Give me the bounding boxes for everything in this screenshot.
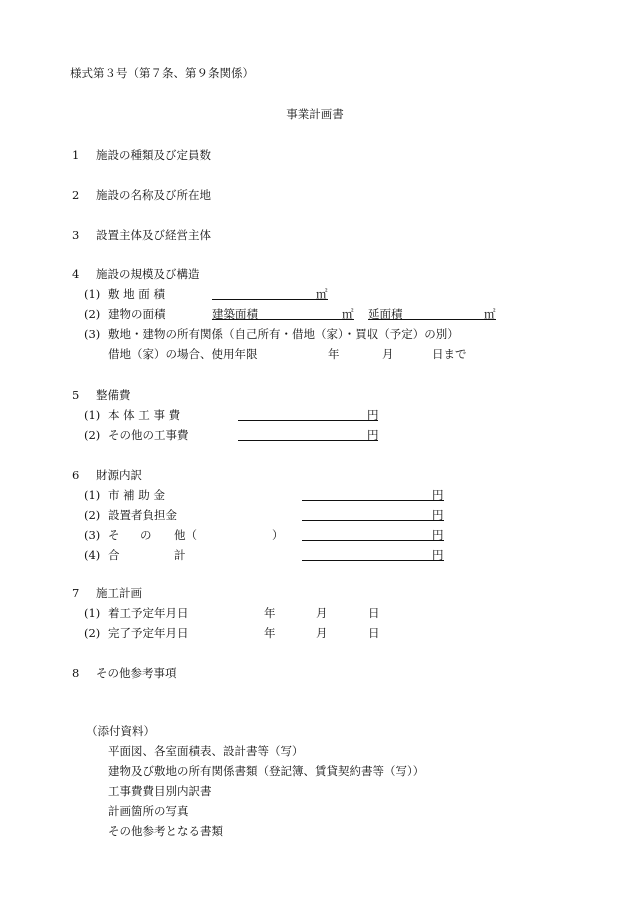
lease-term-label: 借地（家）の場合、使用年限 [108,347,258,361]
construction-area-label: 建築面積 [212,307,258,321]
section-number: 8 [72,666,80,680]
item-label: (1) [84,408,101,422]
item-label: (4) [84,548,101,562]
section-number: 4 [72,267,80,281]
start-date-label: 着工予定年月日 [108,606,189,620]
form-reference: 様式第３号（第７条、第９条関係） [70,66,254,80]
item-label: (1) [84,606,101,620]
attachment-item: 平面図、各室面積表、設計書等（写） [108,744,304,758]
other-construction-cost-label: その他の工事費 [108,428,189,442]
construction-area-field[interactable] [212,319,354,320]
city-subsidy-unit: 円 [432,488,444,502]
total-floor-area-label: 延面積 [368,307,403,321]
lease-until-label: 日まで [432,347,467,361]
attachment-item: その他参考となる書類 [108,824,223,838]
completion-month-unit: 月 [316,626,328,640]
total-label-char: 計 [174,548,186,562]
section-title: 施設の規模及び構造 [96,267,200,281]
section-title: 施設の名称及び所在地 [96,188,211,202]
city-subsidy-field[interactable] [302,500,444,501]
main-construction-cost-unit: 円 [367,408,379,422]
site-area-unit: ㎡ [316,287,328,301]
item-label: (3) [84,327,101,341]
section-number: 5 [72,388,80,402]
attachment-item: 建物及び敷地の所有関係書類（登記簿、賃貸契約書等（写）） [108,764,425,778]
section-title: 整備費 [96,388,131,402]
building-area-label: 建物の面積 [108,307,166,321]
section-number: 2 [72,188,80,202]
other-amount-unit: 円 [432,528,444,542]
city-subsidy-label: 市 補 助 金 [108,488,165,502]
section-number: 3 [72,228,80,242]
construction-area-unit: ㎡ [342,307,354,321]
section-title: その他参考事項 [96,666,177,680]
other-construction-cost-field[interactable] [238,440,378,441]
other-source-field[interactable] [200,540,272,541]
total-amount-field[interactable] [302,560,444,561]
other-amount-field[interactable] [302,540,444,541]
item-label: (2) [84,626,101,640]
other-label-char: そ [108,528,120,542]
operator-burden-field[interactable] [302,520,444,521]
section-number: 1 [72,148,80,162]
section-title: 設置主体及び経営主体 [96,228,211,242]
start-month-unit: 月 [316,606,328,620]
section-title: 施設の種類及び定員数 [96,148,211,162]
section-number: 6 [72,468,80,482]
lease-year-unit: 年 [328,347,340,361]
completion-date-label: 完了予定年月日 [108,626,189,640]
item-label: (2) [84,428,101,442]
item-label: (3) [84,528,101,542]
total-floor-area-field[interactable] [368,319,496,320]
start-day-unit: 日 [368,606,380,620]
item-label: (1) [84,488,101,502]
site-area-label: 敷 地 面 積 [108,287,165,301]
attachments-heading: （添付資料） [86,724,155,738]
operator-burden-label: 設置者負担金 [108,508,177,522]
other-label-char: の [140,528,152,542]
operator-burden-unit: 円 [432,508,444,522]
total-floor-area-unit: ㎡ [484,307,496,321]
total-amount-unit: 円 [432,548,444,562]
item-label: (1) [84,287,101,301]
section-number: 7 [72,586,80,600]
lease-month-unit: 月 [382,347,394,361]
item-label: (2) [84,307,101,321]
attachment-item: 計画箇所の写真 [108,804,189,818]
total-label-char: 合 [108,548,120,562]
completion-day-unit: 日 [368,626,380,640]
start-year-unit: 年 [264,606,276,620]
other-label-char: 他（ [174,528,197,542]
completion-year-unit: 年 [264,626,276,640]
main-construction-cost-label: 本 体 工 事 費 [108,408,181,422]
other-label-close: ） [272,528,284,542]
attachment-item: 工事費費目別内訳書 [108,784,212,798]
other-construction-cost-unit: 円 [367,428,379,442]
document-title: 事業計画書 [286,107,344,121]
item-label: (2) [84,508,101,522]
main-construction-cost-field[interactable] [238,420,378,421]
section-title: 財源内訳 [96,468,142,482]
ownership-label: 敷地・建物の所有関係（自己所有・借地（家）・買収（予定）の別） [108,327,459,341]
site-area-field[interactable] [212,299,328,300]
section-title: 施工計画 [96,586,142,600]
